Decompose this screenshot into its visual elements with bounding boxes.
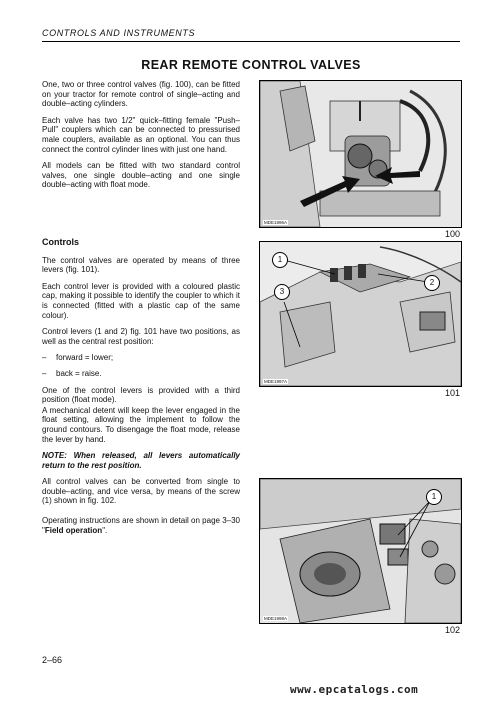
callout-1: 1 xyxy=(272,252,288,268)
callout-1: 1 xyxy=(426,489,442,505)
figure-number: 100 xyxy=(444,229,460,239)
paragraph: All models can be fitted with two standard control valves, one single double–acting and one single double–acting with float mode. xyxy=(42,161,240,190)
page-title: REAR REMOTE CONTROL VALVES xyxy=(141,58,361,72)
paragraph: One of the control levers is provided with a third position (float mode). xyxy=(42,385,240,405)
figure-100-image xyxy=(259,80,462,228)
list-item: – forward = lower; xyxy=(42,353,114,363)
figure-code: MDE1998A xyxy=(264,616,288,621)
paragraph: A mechanical detent will keep the lever engaged in the float setting, allowing the implement to follow the ground contours. To disengage the float mode, release the lever by hand. xyxy=(42,405,240,444)
figure-code: MDE1996A xyxy=(264,220,288,225)
section-header: CONTROLS AND INSTRUMENTS xyxy=(42,28,460,42)
figure-101-image xyxy=(259,241,462,387)
paragraph: Each control lever is provided with a coloured plastic cap, making it possible to identify the coupler to which it is connected (fitted with a plastic cap of the same colour). xyxy=(42,281,240,320)
figure-code: MDE1997A xyxy=(264,379,288,384)
callout-3: 3 xyxy=(274,284,290,300)
watermark-text: www.epcatalogs.com xyxy=(290,683,419,696)
paragraph: Control levers (1 and 2) fig. 101 have two positions, as well as the central rest position: xyxy=(42,327,240,346)
lever-positions-list xyxy=(42,353,240,378)
figure-number: 102 xyxy=(444,625,460,635)
controls-section xyxy=(42,238,240,542)
paragraph: One, two or three control valves (fig. 100), can be fitted on your tractor for remote control of single–acting and double–acting cylinders. xyxy=(42,80,240,109)
section-heading: Controls xyxy=(42,237,79,247)
paragraph: Each valve has two 1/2" quick–fitting female "Push–Pull" couplers which can be connected to pressurised male couplers, available as an optional. You can thus connect the control cylinder lines with just one hand. xyxy=(42,115,240,154)
figure-number: 101 xyxy=(444,388,460,398)
list-item: – back = raise. xyxy=(42,368,102,378)
figure-102-image xyxy=(259,478,462,624)
page-number: 2–66 xyxy=(42,655,63,665)
paragraph: All control valves can be converted from single to double–acting, and vice versa, by means of the screw (1) shown in fig. 102. xyxy=(42,477,240,506)
paragraph: Operating instructions are shown in detail on page 3–30 "Field operation". xyxy=(42,516,240,535)
intro-text xyxy=(42,80,240,197)
paragraph: The control valves are operated by means of three levers (fig. 101). xyxy=(42,255,240,275)
note: NOTE: When released, all levers automatically return to the rest position. xyxy=(42,451,240,470)
callout-2: 2 xyxy=(424,275,440,291)
